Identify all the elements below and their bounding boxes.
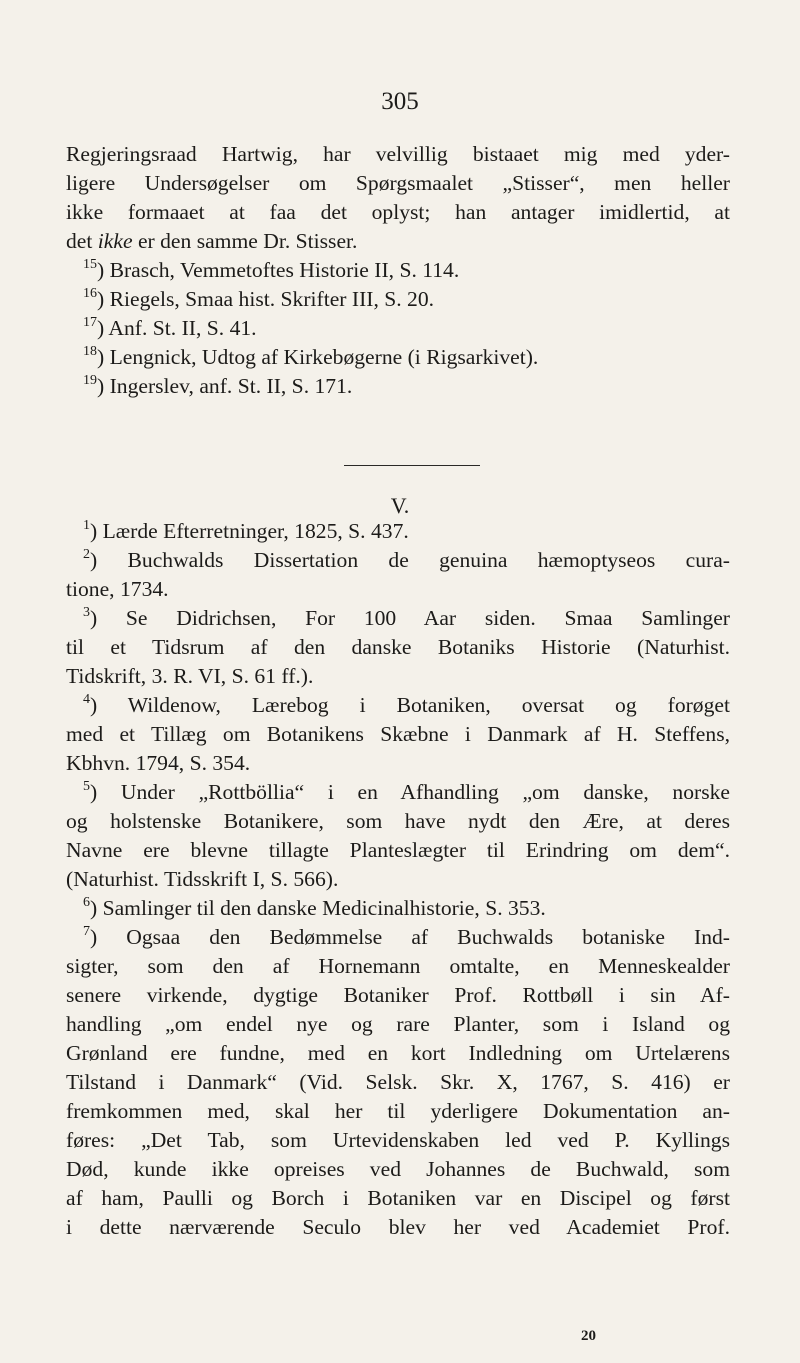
footnote: $^3$) Se Didrichsen, For 100 Aar siden. Smaa Samlinger — [83, 605, 730, 630]
footnote: $^2$) Buchwalds Dissertation de genuina hæmoptyseos cura- — [83, 547, 730, 572]
footnote-marker: 7 — [83, 924, 90, 939]
footnote: $^{16}$) Riegels, Smaa hist. Skrifter III, S. 20. — [83, 286, 435, 311]
footnote-marker: 19 — [83, 373, 97, 388]
footnote-marker: 3 — [83, 605, 90, 620]
footnote: $^4$) Wildenow, Lærebog i Botaniken, oversat og forøget — [83, 692, 730, 717]
footnote: $^{17}$) Anf. St. II, S. 41. — [83, 315, 257, 340]
footnote-line: Død, kunde ikke opreises ved Johannes de Buchwald, som — [66, 1157, 730, 1181]
footnote: $^{18}$) Lengnick, Udtog af Kirkebøgerne (i Rigsarkivet). — [83, 344, 539, 369]
footnote: $^{15}$) Brasch, Vemmetoftes Historie II, S. 114. — [83, 257, 460, 282]
footnote-marker: 6 — [83, 895, 90, 910]
footnote-line: og holstenske Botanikere, som have nydt den Ære, at deres — [66, 809, 730, 833]
footnote-line: tione, 1734. — [66, 577, 169, 601]
footnote-line: senere virkende, dygtige Botaniker Prof. Rottbøll i sin Af- — [66, 983, 730, 1007]
footnote: $^1$) Lærde Efterretninger, 1825, S. 437. — [83, 518, 409, 543]
footnote-marker: 16 — [83, 286, 97, 301]
footnotes-section-v — [66, 517, 730, 1242]
footnote: $^6$) Samlinger til den danske Medicinalhistorie, S. 353. — [83, 895, 546, 920]
signature-mark: 20 — [581, 1328, 596, 1344]
footnote-marker: 5 — [83, 779, 90, 794]
intro-paragraph — [66, 140, 730, 256]
footnote-line: Navne ere blevne tillagte Planteslægter til Erindring om dem“. — [66, 838, 730, 862]
footnote-line: fremkommen med, skal her til yderligere Dokumentation an- — [66, 1099, 730, 1123]
footnote-marker: 2 — [83, 547, 90, 562]
footnote-line: handling „om endel nye og rare Planter, som i Island og — [66, 1012, 730, 1036]
text-line: det ikke er den samme Dr. Stisser. — [66, 229, 358, 253]
footnote-line: Tilstand i Danmark“ (Vid. Selsk. Skr. X, 1767, S. 416) er — [66, 1070, 730, 1094]
section-divider — [344, 465, 480, 466]
footnote-line: sigter, som den af Hornemann omtalte, en Menneskealder — [66, 954, 730, 978]
footnote-line: føres: „Det Tab, som Urtevidenskaben led ved P. Kyllings — [66, 1128, 730, 1152]
emphasis: ikke — [97, 229, 133, 253]
text-line: ligere Undersøgelser om Spørgsmaalet „Stisser“, men heller — [66, 171, 730, 195]
footnote-marker: 1 — [83, 518, 90, 533]
text-line: Regjeringsraad Hartwig, har velvillig bistaaet mig med yder- — [66, 142, 730, 166]
section-heading: V. — [390, 493, 410, 518]
footnote-line: i dette nærværende Seculo blev her ved Academiet Prof. — [66, 1215, 730, 1239]
footnote-line: (Naturhist. Tidsskrift I, S. 566). — [66, 867, 339, 891]
footnote-line: Grønland ere fundne, med en kort Indledning om Urtelærens — [66, 1041, 730, 1065]
footnote-marker: 15 — [83, 257, 97, 272]
footnote-line: Tidskrift, 3. R. VI, S. 61 ff.). — [66, 664, 314, 688]
footnote-marker: 17 — [83, 315, 97, 330]
footnote-line: Kbhvn. 1794, S. 354. — [66, 751, 251, 775]
footnote: $^{19}$) Ingerslev, anf. St. II, S. 171. — [83, 373, 353, 398]
footnote-marker: 18 — [83, 344, 97, 359]
footnote-line: til et Tidsrum af den danske Botaniks Historie (Naturhist. — [66, 635, 730, 659]
footnote-line: med et Tillæg om Botanikens Skæbne i Danmark af H. Steffens, — [66, 722, 730, 746]
text-line: ikke formaaet at faa det oplyst; han antager imidlertid, at — [66, 200, 730, 224]
page-number: 305 — [381, 88, 419, 115]
footnote: $^7$) Ogsaa den Bedømmelse af Buchwalds botaniske Ind- — [83, 924, 730, 949]
footnote: $^5$) Under „Rottböllia“ i en Afhandling „om danske, norske — [83, 779, 730, 804]
footnote-line: af ham, Paulli og Borch i Botaniken var en Discipel og først — [66, 1186, 730, 1210]
footnotes-section-iv — [66, 256, 730, 401]
footnote-marker: 4 — [83, 692, 90, 707]
